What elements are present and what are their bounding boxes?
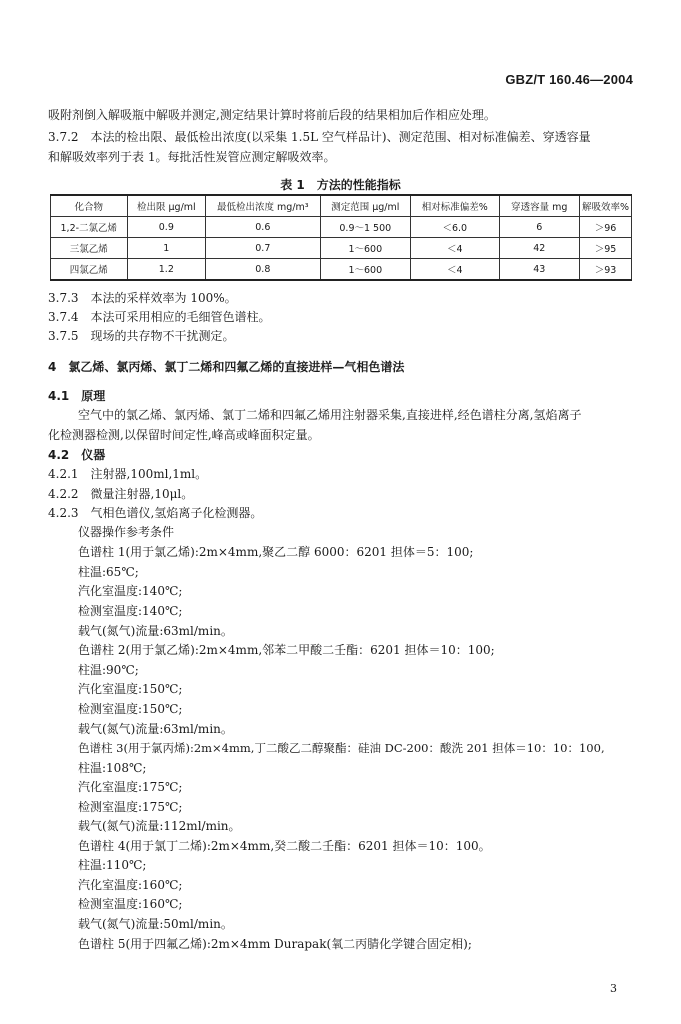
table-row <box>51 217 632 238</box>
column3-detector-temp: 检测室温度:175℃; <box>78 800 183 814</box>
column2-carrier-flow: 载气(氮气)流量:63ml/min。 <box>78 722 233 736</box>
column1-detector-temp: 检测室温度:140℃; <box>78 604 183 618</box>
column4-detector-temp: 检测室温度:160℃; <box>78 897 183 911</box>
clause-3-7-2-line2: 和解吸效率列于表 1。每批活性炭管应测定解吸效率。 <box>48 150 336 164</box>
column4-spec: 色谱柱 4(用于氯丁二烯):2m×4mm,癸二酸二壬酯：6201 担体＝10：100。 <box>78 839 491 853</box>
conditions-intro: 仪器操作参考条件 <box>78 525 175 539</box>
column3-carrier-flow: 载气(氮气)流量:112ml/min。 <box>78 819 241 833</box>
cell-measuring-range: 1～600 <box>320 259 410 281</box>
column4-carrier-flow: 载气(氮气)流量:50ml/min。 <box>78 917 233 931</box>
header-breakthrough: 穿透容量 mg <box>499 195 579 217</box>
header-rsd: 相对标准偏差% <box>411 195 499 217</box>
column2-spec: 色谱柱 2(用于氯乙烯):2m×4mm,邻苯二甲酸二壬酯：6201 担体＝10：100; <box>78 643 495 657</box>
cell-desorption: ＞93 <box>579 259 631 281</box>
cell-rsd: ＜6.0 <box>411 217 499 238</box>
header-measuring-range: 测定范围 μg/ml <box>320 195 410 217</box>
clause-4-2-3: 4.2.3 气相色谱仪,氢焰离子化检测器。 <box>48 506 263 520</box>
table-caption: 表 1 方法的性能指标 <box>280 178 401 192</box>
performance-table <box>50 194 632 281</box>
column3-vaporizer-temp: 汽化室温度:175℃; <box>78 780 183 794</box>
header-min-concentration: 最低检出浓度 mg/m³ <box>206 195 320 217</box>
header-desorption: 解吸效率% <box>579 195 631 217</box>
cell-breakthrough: 6 <box>499 217 579 238</box>
principle-line1: 空气中的氯乙烯、氯丙烯、氯丁二烯和四氟乙烯用注射器采集,直接进样,经色谱柱分离,氢焰离子 <box>78 408 582 422</box>
column2-detector-temp: 检测室温度:150℃; <box>78 702 183 716</box>
clause-3-7-4: 3.7.4 本法可采用相应的毛细管色谱柱。 <box>48 310 271 324</box>
column2-temp: 柱温:90℃; <box>78 663 139 677</box>
column4-temp: 柱温:110℃; <box>78 858 147 872</box>
cell-min-concentration: 0.8 <box>206 259 320 281</box>
header-detection-limit: 检出限 μg/ml <box>127 195 206 217</box>
clause-4-2-1: 4.2.1 注射器,100ml,1ml。 <box>48 467 208 481</box>
column1-spec: 色谱柱 1(用于氯乙烯):2m×4mm,聚乙二醇 6000：6201 担体＝5：100; <box>78 545 474 559</box>
header-compound: 化合物 <box>51 195 128 217</box>
column1-temp: 柱温:65℃; <box>78 565 139 579</box>
cell-compound: 1,2-二氯乙烯 <box>51 217 128 238</box>
cell-rsd: ＜4 <box>411 238 499 259</box>
cell-detection-limit: 1.2 <box>127 259 206 281</box>
cell-desorption: ＞96 <box>579 217 631 238</box>
clause-3-7-5: 3.7.5 现场的共存物不干扰测定。 <box>48 329 235 343</box>
cell-compound: 三氯乙烯 <box>51 238 128 259</box>
cell-breakthrough: 43 <box>499 259 579 281</box>
clause-3-7-2-line1: 3.7.2 本法的检出限、最低检出浓度(以采集 1.5L 空气样品计)、测定范围、相对标准偏差、穿透容量 <box>48 130 591 144</box>
cell-min-concentration: 0.7 <box>206 238 320 259</box>
cell-desorption: ＞95 <box>579 238 631 259</box>
table-header-row <box>51 195 632 217</box>
clause-3-7-3: 3.7.3 本法的采样效率为 100%。 <box>48 291 237 305</box>
clause-4-2-2: 4.2.2 微量注射器,10μl。 <box>48 487 194 501</box>
standard-code-header: GBZ/T 160.46—2004 <box>505 72 633 87</box>
cell-detection-limit: 1 <box>127 238 206 259</box>
section-4-title: 4 氯乙烯、氯丙烯、氯丁二烯和四氟乙烯的直接进样—气相色谱法 <box>48 360 405 374</box>
cell-rsd: ＜4 <box>411 259 499 281</box>
principle-line2: 化检测器检测,以保留时间定性,峰高或峰面积定量。 <box>48 428 320 442</box>
column1-carrier-flow: 载气(氮气)流量:63ml/min。 <box>78 624 233 638</box>
cell-min-concentration: 0.6 <box>206 217 320 238</box>
cell-measuring-range: 0.9～1 500 <box>320 217 410 238</box>
table-row <box>51 259 632 281</box>
page-number: 3 <box>610 982 617 995</box>
column5-spec: 色谱柱 5(用于四氟乙烯):2m×4mm Durapak(氧二丙腈化学键合固定相); <box>78 937 472 951</box>
column4-vaporizer-temp: 汽化室温度:160℃; <box>78 878 183 892</box>
cell-breakthrough: 42 <box>499 238 579 259</box>
table-row <box>51 238 632 259</box>
column1-vaporizer-temp: 汽化室温度:140℃; <box>78 584 183 598</box>
column3-temp: 柱温:108℃; <box>78 761 147 775</box>
column2-vaporizer-temp: 汽化室温度:150℃; <box>78 682 183 696</box>
section-4-1-title: 4.1 原理 <box>48 389 106 403</box>
cell-measuring-range: 1～600 <box>320 238 410 259</box>
cell-detection-limit: 0.9 <box>127 217 206 238</box>
cell-compound: 四氯乙烯 <box>51 259 128 281</box>
paragraph-continuation: 吸附剂倒入解吸瓶中解吸并测定,测定结果计算时将前后段的结果相加后作相应处理。 <box>48 108 496 122</box>
column3-spec: 色谱柱 3(用于氯丙烯):2m×4mm,丁二酸乙二醇聚酯：硅油 DC-200：酸洗 201 担体＝10：10：100, <box>78 741 605 755</box>
section-4-2-title: 4.2 仪器 <box>48 448 106 462</box>
